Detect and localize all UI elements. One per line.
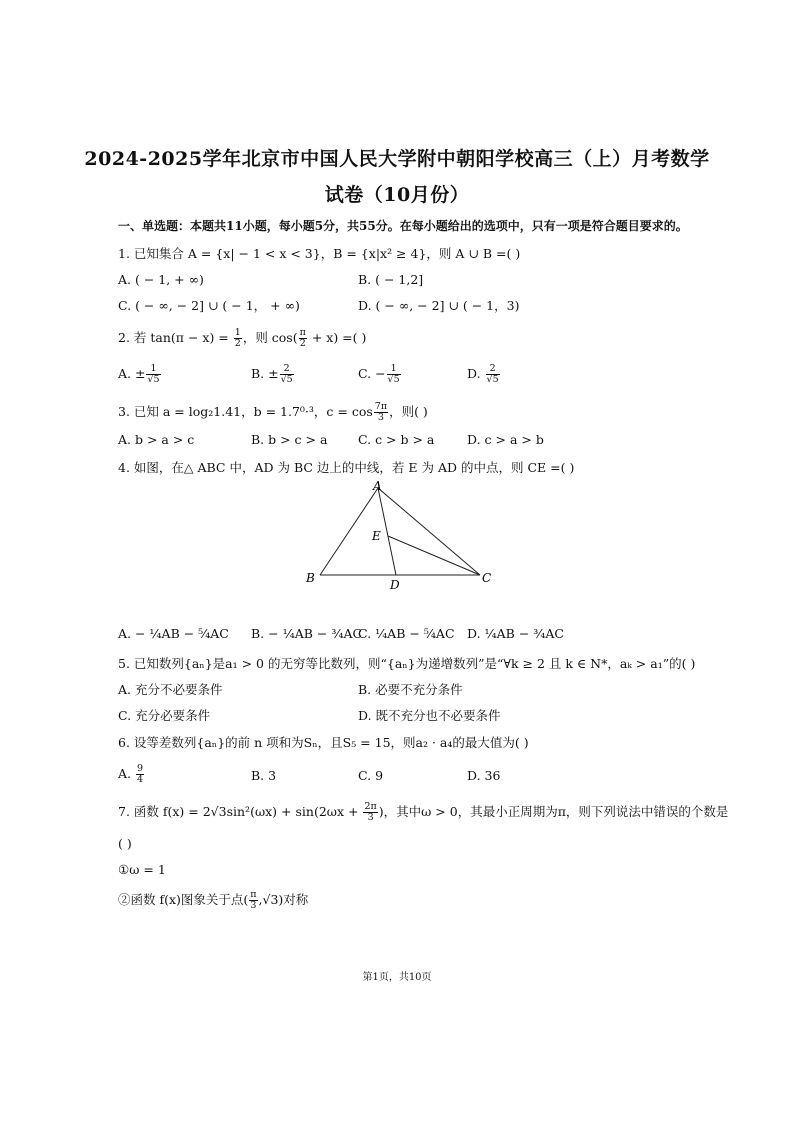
q6-option-b: B. 3: [251, 768, 277, 783]
q3-option-d: D. c > a > b: [467, 432, 544, 447]
q5-option-d: D. 既不充分也不必要条件: [358, 708, 501, 723]
question-3-stem: 3. 已知 a = log₂1.41，b = 1.7⁰·³，c = cos $\frac{7\pi}{3}$ ，则( ): [118, 401, 428, 423]
q1-option-b: B. ( − 1,2]: [358, 272, 424, 287]
q5-option-b: B. 必要不充分条件: [358, 682, 463, 697]
fraction: $\frac{\pi}{2}$: [299, 327, 306, 349]
q6-option-d: D. 36: [467, 768, 501, 783]
label-e: E: [372, 529, 381, 543]
label-c: C: [482, 571, 492, 585]
q1-option-a: A. ( − 1, + ∞): [118, 272, 204, 287]
question-1-stem: 1. 已知集合 A = {x| − 1 < x < 3}，B = {x|x² ≥ 4}，则 A ∪ B =( ): [118, 246, 521, 261]
exam-title-line2: 试卷（10月份）: [324, 184, 470, 206]
question-6-stem: 6. 设等差数列{aₙ}的前 n 项和为Sₙ，且S₅ = 15，则a₂ · a₄的最大值为( ): [118, 735, 529, 750]
label-a: A: [373, 479, 382, 493]
q2-option-d: D. $\frac{2}{√5}$: [467, 363, 499, 385]
question-7-stem: 7. 函数 f(x) = 2√3sin²(ωx) + sin(2ωx + $\frac{2\pi}{3}$ )，其中ω > 0，其最小正周期为π，则下列说法中错误的个数是: [118, 801, 729, 823]
q1-option-c: C. ( − ∞, − 2] ∪ ( − 1， + ∞): [118, 298, 300, 313]
q7-item-2: ②函数 f(x)图象关于点( $\frac{\pi}{3}$ ,√3)对称: [118, 889, 309, 911]
q6-option-a: A. $\frac{9}{4}$: [118, 763, 144, 785]
q7-item-1: ①ω = 1: [118, 862, 166, 877]
q5-option-c: C. 充分必要条件: [118, 708, 211, 723]
q1-option-d: D. ( − ∞, − 2] ∪ ( − 1，3): [358, 298, 520, 313]
question-4-stem: 4. 如图，在△ ABC 中，AD 为 BC 边上的中线，若 E 为 AD 的中点，则 CE =( ): [118, 460, 575, 475]
q2-option-a: A. ± $\frac{1}{√5}$: [118, 363, 160, 385]
q6-option-c: C. 9: [358, 768, 384, 783]
label-b: B: [306, 571, 315, 585]
fraction: $\frac{1}{2}$: [234, 327, 241, 349]
q3-option-c: C. c > b > a: [358, 432, 435, 447]
q4-option-a: A. − ¼AB − ⁵⁄₄AC: [118, 626, 229, 641]
page-footer: 第1页，共10页: [362, 972, 432, 983]
section-heading: 一、单选题：本题共11小题，每小题5分，共55分。在每小题给出的选项中，只有一项是符合题目要求的。: [118, 219, 688, 233]
q4-option-d: D. ¼AB − ¾AC: [467, 626, 564, 641]
exam-title-line1: 2024-2025学年北京市中国人民大学附中朝阳学校高三（上）月考数学: [84, 148, 710, 170]
label-d: D: [390, 578, 400, 592]
q4-option-b: B. − ¼AB − ¾AC: [251, 626, 363, 641]
triangle-figure: [300, 478, 500, 594]
q4-option-c: C. ¼AB − ⁵⁄₄AC: [358, 626, 455, 641]
q3-option-b: B. b > c > a: [251, 432, 328, 447]
q5-option-a: A. 充分不必要条件: [118, 682, 223, 697]
question-2-stem: 2. 若 tan(π − x) = $\frac{1}{2}$ ，则 cos( $\frac{\pi}{2}$ + x) =( ): [118, 327, 367, 349]
q3-option-a: A. b > a > c: [118, 432, 195, 447]
q2-option-c: C. − $\frac{1}{√5}$: [358, 363, 400, 385]
question-7-paren: ( ): [118, 836, 132, 851]
question-5-stem: 5. 已知数列{aₙ}是a₁ > 0 的无穷等比数列，则“{aₙ}为递增数列”是“∀k ≥ 2 且 k ∈ N*，aₖ > a₁”的( ): [118, 656, 696, 671]
q2-option-b: B. ± $\frac{2}{√5}$: [251, 363, 293, 385]
